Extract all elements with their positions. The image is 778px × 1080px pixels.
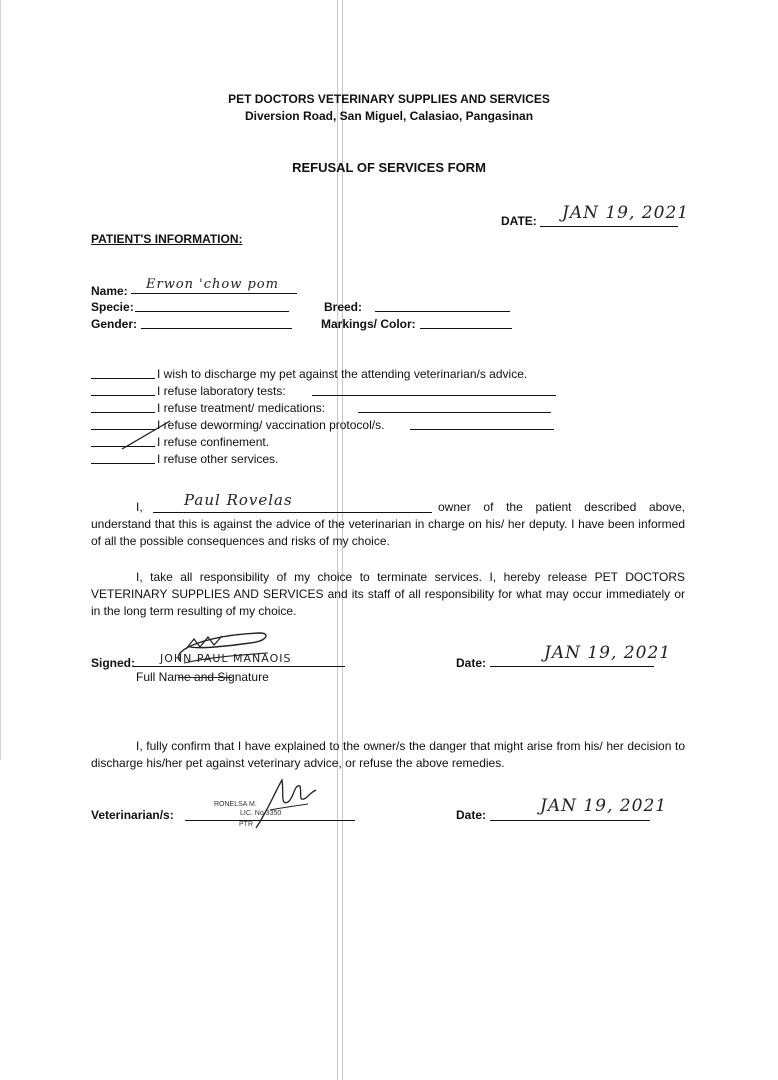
breed-line [375, 311, 510, 312]
specie-line [135, 311, 289, 312]
vet-date-label: Date: [456, 808, 487, 822]
signed-date-line [490, 666, 654, 667]
company-address: Diversion Road, San Miguel, Calasiao, Pangasinan [244, 109, 534, 123]
signed-label: Signed: [91, 656, 135, 670]
option-confinement: I refuse confinement. [157, 435, 270, 449]
signed-name-value: JOHN PAUL MANAOIS [160, 652, 292, 665]
owner-name-value: Paul Rovelas [184, 491, 293, 509]
option-blank [91, 395, 155, 396]
gender-line [141, 328, 292, 329]
vet-stamp-license: LIC. No 3350 [240, 810, 282, 817]
statement-line1-tail: owner of the patient described above, [438, 500, 685, 514]
signed-date-label: Date: [456, 656, 487, 670]
date-label: DATE: [501, 214, 537, 228]
date-value: JAN 19, 2021 [562, 203, 690, 223]
confirmation-text: I, fully confirm that I have explained to the owner/s the danger that might arise from his/ her decision to discharge his/her pet against veterinary advice, or refuse the above remedies. [91, 739, 685, 770]
statement-i: I, [136, 500, 143, 514]
option-deworming: I refuse deworming/ vaccination protocol/s. [157, 418, 385, 432]
option-blank [91, 463, 155, 464]
signed-date-value: JAN 19, 2021 [544, 643, 672, 663]
caption-strike [178, 677, 232, 678]
name-line [131, 293, 297, 294]
vet-stamp-name: RONELSA M. [214, 801, 257, 808]
specie-label: Specie: [91, 300, 134, 314]
markings-line [420, 328, 512, 329]
owner-signature-icon [150, 627, 280, 671]
patient-info-heading: PATIENT'S INFORMATION: [91, 232, 243, 246]
option-treatment: I refuse treatment/ medications: [157, 401, 326, 415]
markings-label: Markings/ Color: [321, 317, 416, 331]
owner-name-line [153, 512, 432, 513]
date-line [540, 226, 678, 227]
lab-tests-line [312, 395, 556, 396]
vet-date-value: JAN 19, 2021 [540, 796, 668, 816]
form-title: REFUSAL OF SERVICES FORM [292, 160, 486, 175]
vet-stamp-ptr: PTR [239, 821, 253, 828]
option-blank [91, 378, 155, 379]
responsibility-text: I, take all responsibility of my choice to terminate services. I, hereby release PET DOCTORS VETERINARY SUPPLIES AND SERVICES and its staff of all responsibility for what may occur immediately or in the long term resulting of my choice. [91, 570, 685, 618]
name-value: Erwon 'chow pom [146, 277, 279, 292]
option-other-services: I refuse other services. [157, 452, 279, 466]
option-blank [91, 412, 155, 413]
statement-text: understand that this is against the advice of the veterinarian in charge on his/ her deputy. I have been informed of all the possible consequences and risks of my choice. [91, 517, 685, 548]
option-discharge: I wish to discharge my pet against the attending veterinarian/s advice. [157, 367, 528, 381]
treatment-line [358, 412, 551, 413]
deworming-line [410, 429, 554, 430]
name-label: Name: [91, 284, 128, 298]
vet-label: Veterinarian/s: [91, 808, 174, 822]
signed-caption: Full Name and Signature [136, 670, 269, 684]
option-lab-tests: I refuse laboratory tests: [157, 384, 286, 398]
vet-signature-icon [250, 776, 320, 832]
company-name: PET DOCTORS VETERINARY SUPPLIES AND SERVICES [228, 92, 550, 106]
gender-label: Gender: [91, 317, 138, 331]
vet-date-line [490, 820, 650, 821]
breed-label: Breed: [324, 300, 363, 314]
